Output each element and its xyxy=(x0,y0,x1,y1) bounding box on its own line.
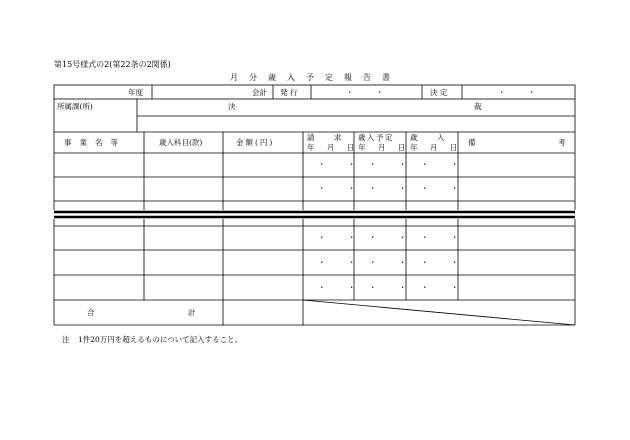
col-revenue-top: 歳 入 xyxy=(410,133,451,142)
date-placeholder: ・ ・ xyxy=(318,184,366,193)
col-revenue-bottom: 年 月 日 xyxy=(410,143,463,152)
col-planned-top: 歳入予定 xyxy=(358,133,394,142)
issue-date: ・ ・ xyxy=(346,88,394,97)
date-placeholder: ・ ・ xyxy=(369,283,417,292)
fiscal-year-label: 年度 xyxy=(128,88,143,97)
col-remarks-1: 備 xyxy=(468,138,476,147)
total-label-1: 合 xyxy=(87,308,95,317)
decision-label: 決 定 xyxy=(430,88,448,97)
date-placeholder: ・ ・ xyxy=(421,160,469,169)
date-placeholder: ・ ・ xyxy=(421,283,469,292)
dept-label: 所属課(所) xyxy=(57,102,93,111)
account-label: 会計 xyxy=(252,88,267,97)
col-revenue-item: 歳入科目(款) xyxy=(159,138,203,147)
issue-label: 発 行 xyxy=(280,88,298,97)
col-claim-top: 請 求 xyxy=(307,133,348,142)
date-placeholder: ・ ・ xyxy=(369,184,417,193)
total-label-2: 計 xyxy=(188,308,196,317)
col-amount: 金額(円) xyxy=(236,138,275,147)
date-placeholder: ・ ・ xyxy=(369,160,417,169)
decision-date: ・ ・ xyxy=(498,88,546,97)
kessai-label-2: 裁 xyxy=(474,102,482,111)
date-placeholder: ・ ・ xyxy=(369,233,417,242)
page-title: 月分歳入予定報告書 xyxy=(230,73,401,82)
col-remarks-2: 考 xyxy=(558,138,566,147)
date-placeholder: ・ ・ xyxy=(421,258,469,267)
date-placeholder: ・ ・ xyxy=(421,233,469,242)
note-marker: 注 xyxy=(62,335,70,344)
date-placeholder: ・ ・ xyxy=(318,283,366,292)
date-placeholder: ・ ・ xyxy=(369,258,417,267)
col-claim-bottom: 年 月 日 xyxy=(307,143,360,152)
col-project-name: 事業名等 xyxy=(64,138,126,147)
date-placeholder: ・ ・ xyxy=(318,160,366,169)
form-number: 第15号様式の2(第22条の2関係) xyxy=(54,60,171,69)
date-placeholder: ・ ・ xyxy=(421,184,469,193)
note-text: 1件20万円を超えるものについて記入すること。 xyxy=(78,335,243,344)
col-planned-bottom: 年 月 日 xyxy=(358,143,411,152)
date-placeholder: ・ ・ xyxy=(318,233,366,242)
date-placeholder: ・ ・ xyxy=(318,258,366,267)
kessai-label-1: 決 xyxy=(228,102,236,111)
